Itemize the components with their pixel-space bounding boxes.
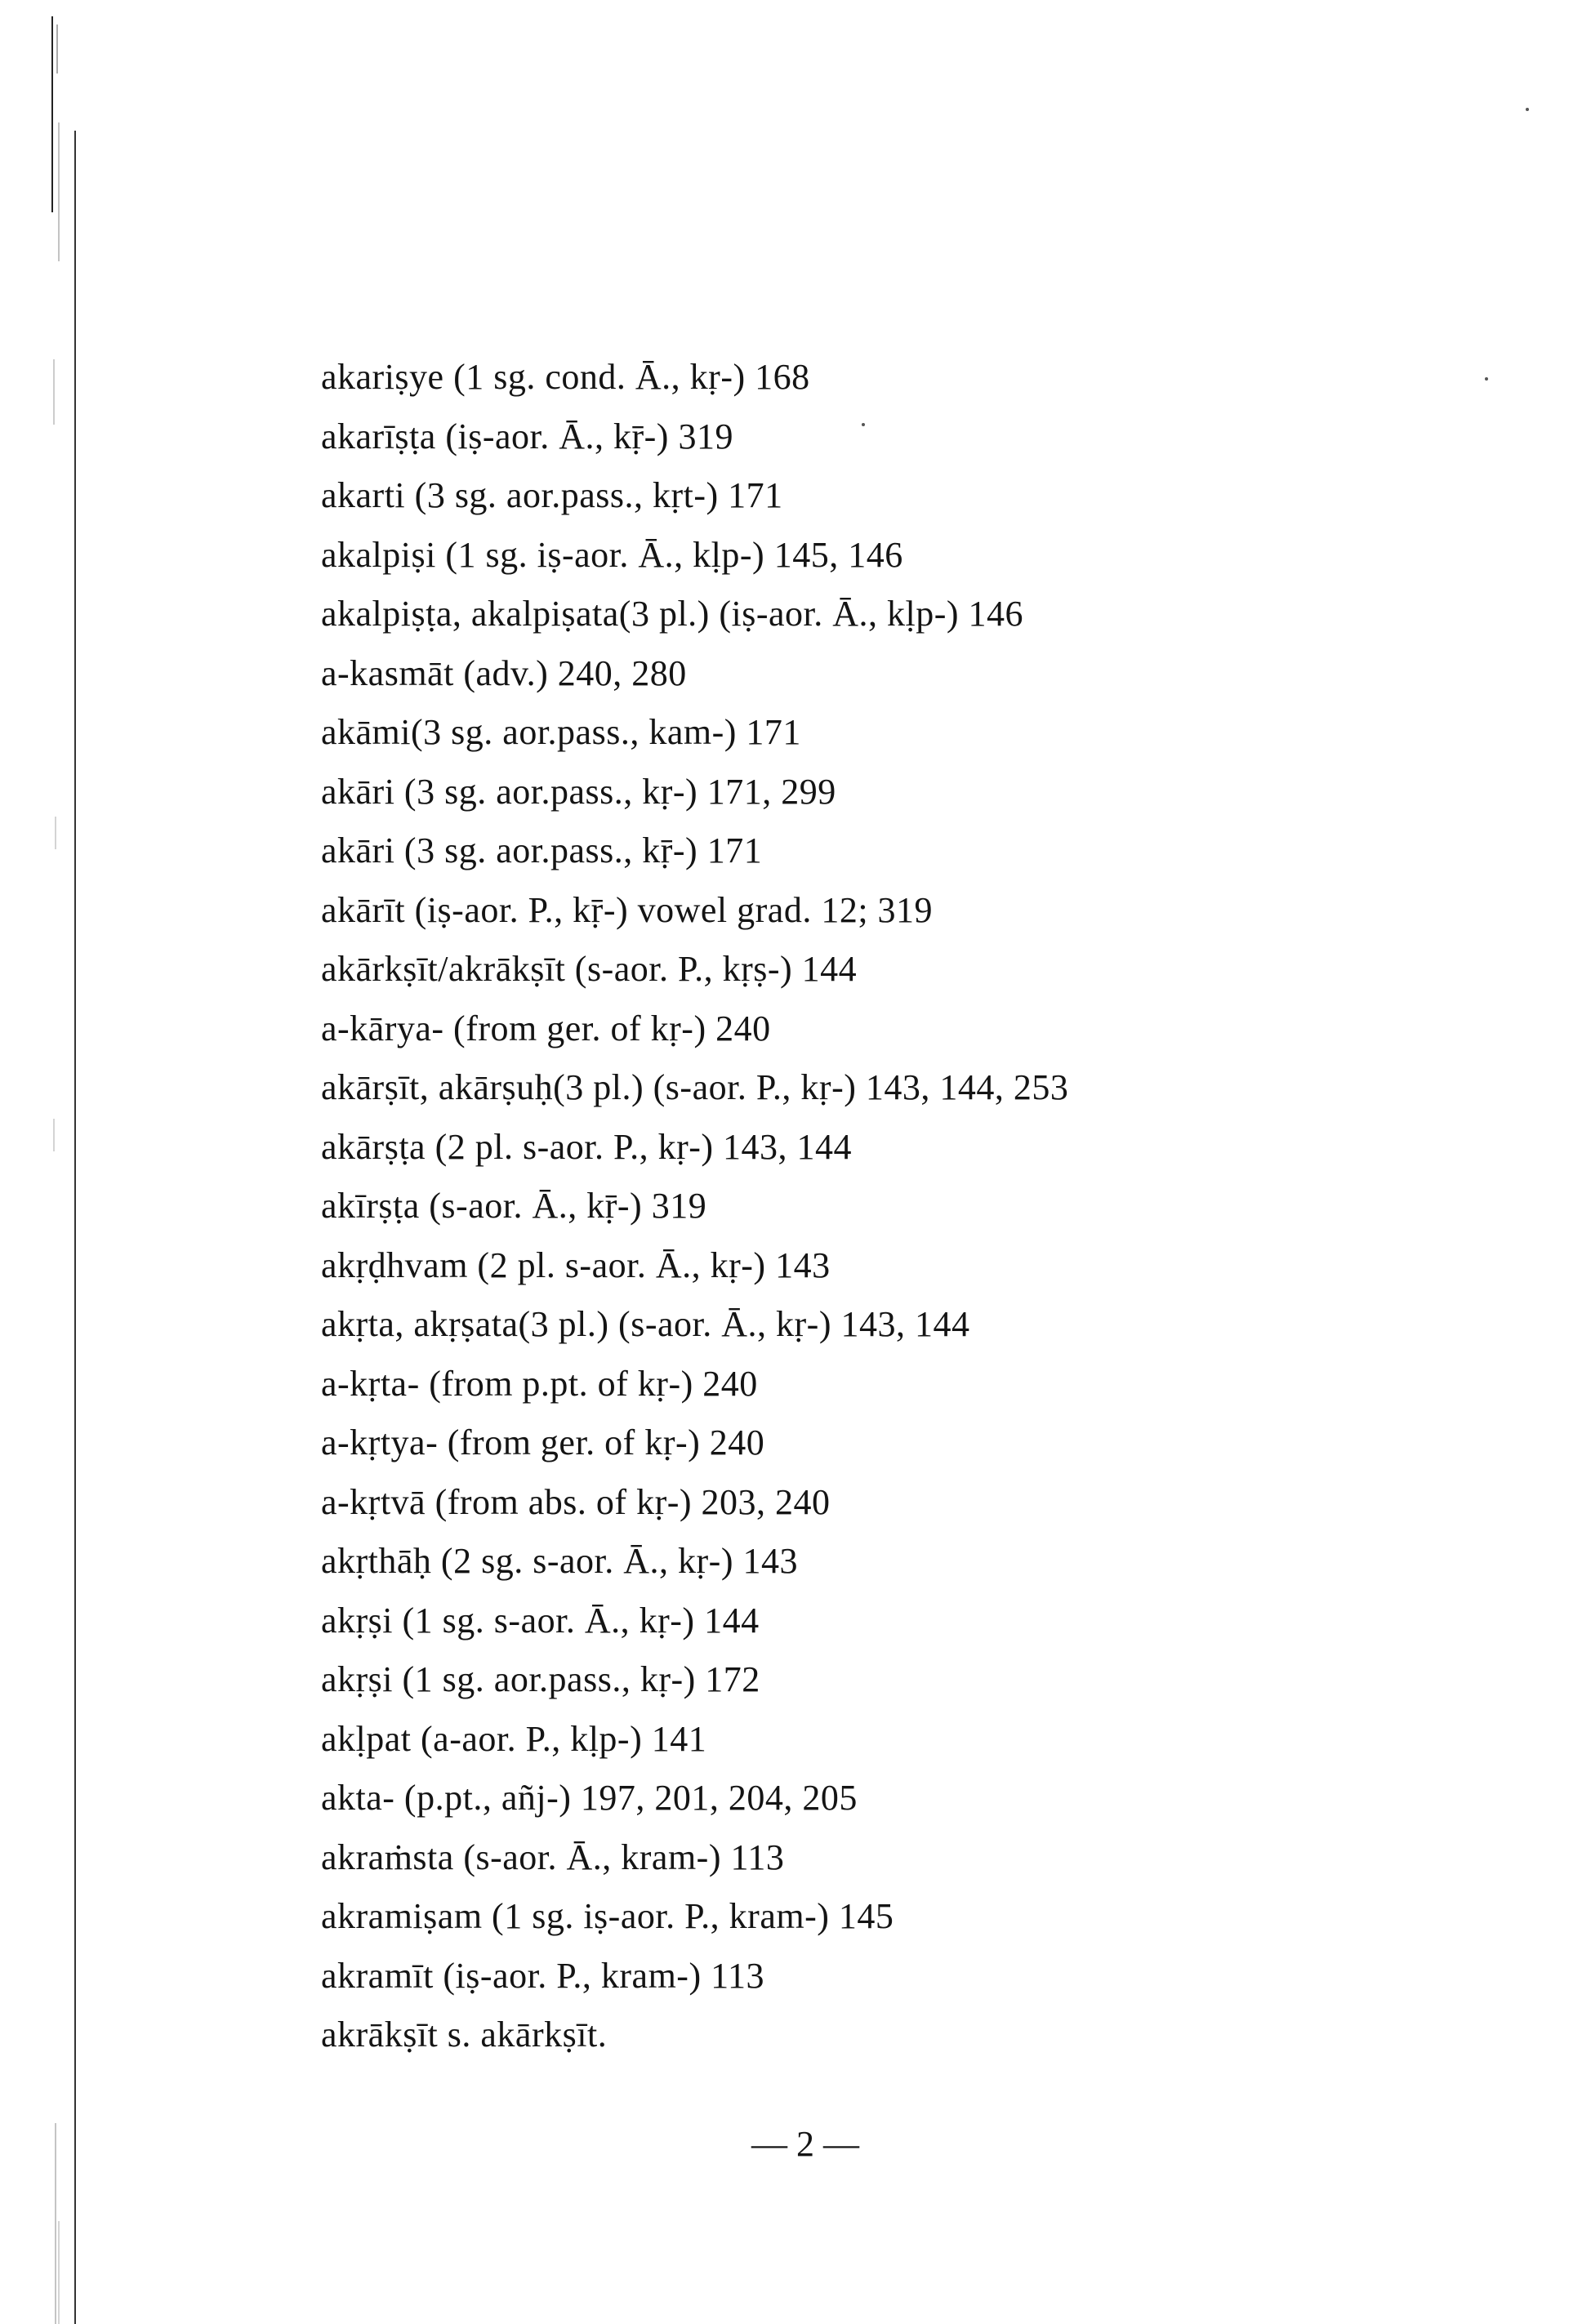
index-entry: akārīt (iṣ-aor. P., kṝ-) vowel grad. 12; 319 (321, 889, 934, 930)
index-entry: akarti (3 sg. aor.pass., kṛt-) 171 (321, 475, 783, 515)
index-entry: akta- (p.pt., añj-) 197, 201, 204, 205 (321, 1778, 858, 1818)
index-entry: akīrṣṭa (s-aor. Ā., kṝ-) 319 (321, 1186, 707, 1226)
index-entry: akṛḍhvam (2 pl. s-aor. Ā., kṛ-) 143 (321, 1244, 831, 1285)
index-entry: a-kṛta- (from p.pt. of kṛ-) 240 (321, 1363, 758, 1404)
index-entry: a-kārya- (from ger. of kṛ-) 240 (321, 1008, 771, 1048)
index-entry: akāri (3 sg. aor.pass., kṛ-) 171, 299 (321, 771, 836, 812)
index-entry: akāri (3 sg. aor.pass., kṝ-) 171 (321, 830, 763, 870)
index-entry: akṛṣi (1 sg. s-aor. Ā., kṛ-) 144 (321, 1600, 760, 1641)
index-entry: akalpiṣṭa, akalpiṣata(3 pl.) (iṣ-aor. Ā., kḷp-) 146 (321, 594, 1024, 634)
dust-speck (1526, 108, 1529, 111)
index-entry: akṛthāḥ (2 sg. s-aor. Ā., kṛ-) 143 (321, 1541, 798, 1581)
index-entry: a-kṛtya- (from ger. of kṛ-) 240 (321, 1422, 765, 1463)
index-entry: akramiṣam (1 sg. iṣ-aor. P., kram-) 145 (321, 1896, 894, 1936)
index-entry: a-kṛtvā (from abs. of kṛ-) 203, 240 (321, 1481, 831, 1522)
index-entry: akarīṣṭa (iṣ-aor. Ā., kṝ-) 319 (321, 416, 733, 456)
index-entry: akāmi(3 sg. aor.pass., kam-) 171 (321, 712, 801, 752)
index-entry: akṛṣi (1 sg. aor.pass., kṛ-) 172 (321, 1659, 760, 1699)
index-entry: akrākṣīt s. akārkṣīt. (321, 2015, 608, 2055)
dust-speck (1485, 377, 1488, 381)
index-entry: akārṣṭa (2 pl. s-aor. P., kṛ-) 143, 144 (321, 1126, 853, 1167)
index-entry: akraṁsta (s-aor. Ā., kram-) 113 (321, 1836, 785, 1877)
binding-margin-marks (47, 0, 80, 2324)
index-entry-list (321, 348, 1068, 2065)
index-entry: akḷpat (a-aor. P., kḷp-) 141 (321, 1718, 707, 1759)
index-entry: akramīt (iṣ-aor. P., kram-) 113 (321, 1955, 764, 1996)
index-entry: a-kasmāt (adv.) 240, 280 (321, 652, 687, 693)
index-entry: akṛta, akṛṣata(3 pl.) (s-aor. Ā., kṛ-) 143, 144 (321, 1304, 970, 1344)
index-entry: akalpiṣi (1 sg. iṣ-aor. Ā., kḷp-) 145, 146 (321, 534, 903, 575)
index-entry: akārṣīt, akārṣuḥ(3 pl.) (s-aor. P., kṛ-) 143, 144, 253 (321, 1067, 1069, 1107)
index-entry: akārkṣīt/akrākṣīt (s-aor. P., kṛṣ-) 144 (321, 949, 858, 989)
index-entry: akariṣye (1 sg. cond. Ā., kṛ-) 168 (321, 357, 810, 397)
page-number: — 2 — (751, 2124, 859, 2164)
